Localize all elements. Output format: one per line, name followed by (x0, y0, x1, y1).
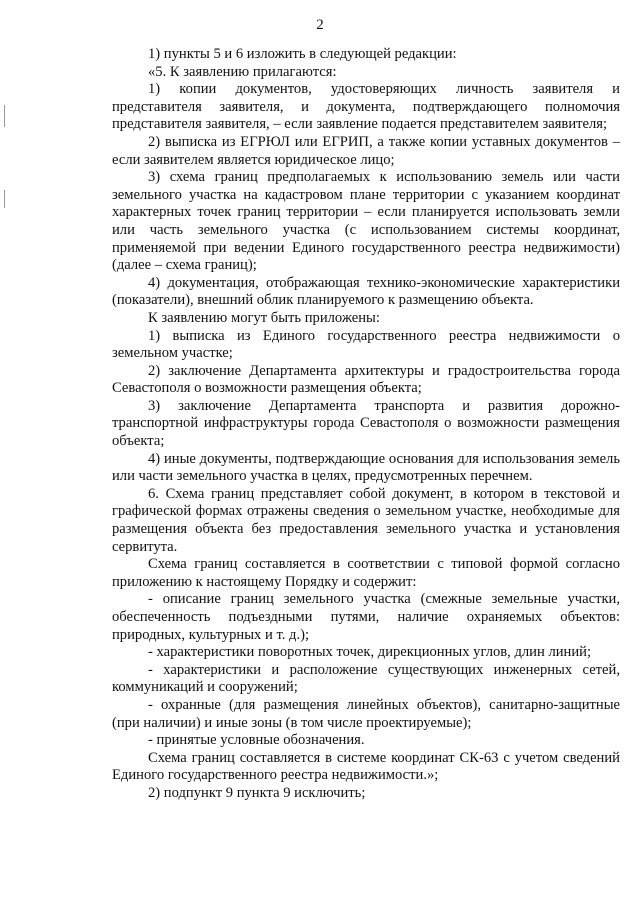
paragraph: 1) пункты 5 и 6 изложить в следующей редакции: (148, 46, 457, 62)
page-number: 2 (316, 17, 324, 33)
paragraph: 4) иные документы, подтверждающие основания для использования земель или части земельного участка в целях, предусмотренных перечнем. (112, 450, 620, 485)
paragraph: 6. Схема границ представляет собой документ, в котором в текстовой и графической формах отражены сведения о земельном участке, необходимые для размещения объекта без предоставления земельного участка и установления сервитута. (112, 485, 620, 555)
paragraph: Схема границ составляется в системе координат СК-63 с учетом сведений Единого государственного реестра недвижимости.»; (112, 749, 620, 784)
scan-margin-mark (4, 105, 5, 127)
paragraph: К заявлению могут быть приложены: (148, 309, 380, 326)
list-item: - описание границ земельного участка (смежные земельные участки, обеспеченность подъездными путями, наличие охраняемых объектов: природных, культурных и т. д.); (112, 591, 620, 643)
paragraph: Схема границ составляется в соответствии с типовой формой согласно приложению к настоящему Порядку и содержит: (112, 556, 620, 590)
document-body (112, 46, 620, 803)
paragraph: 1) копии документов, удостоверяющих личность заявителя и представителя заявителя, и документа, подтверждающего полномочия представителя заявителя, – если заявление подается представителем заявителя; (112, 81, 620, 133)
paragraph: «5. К заявлению прилагаются: (148, 63, 337, 80)
paragraph: 4) документация, отображающая технико-экономические характеристики (показатели), внешний облик планируемого к размещению объекта. (112, 274, 620, 309)
list-item: - характеристики поворотных точек, дирекционных углов, длин линий; (148, 644, 592, 661)
paragraph: 2) выписка из ЕГРЮЛ или ЕГРИП, а также копии уставных документов – если заявителем является юридическое лицо; (112, 133, 620, 168)
list-item: - характеристики и расположение существующих инженерных сетей, коммуникаций и сооружений; (112, 661, 620, 696)
paragraph: 2) заключение Департамента архитектуры и градостроительства города Севастополя о возможности размещения объекта; (112, 362, 620, 397)
scan-margin-mark (4, 190, 5, 208)
list-item: - принятые условные обозначения. (148, 732, 365, 749)
paragraph: 2) подпункт 9 пункта 9 исключить; (148, 784, 366, 801)
list-item: - охранные (для размещения линейных объектов), санитарно-защитные (при наличии) и иные зоны (в том числе проектируемые); (112, 696, 620, 731)
paragraph: 3) схема границ предполагаемых к использованию земель или части земельного участка на кадастровом плане территории с указанием координат характерных точек границ территории – если планируется использовать земли или часть земельного участка (с использованием системы координат, применяемой при ведении Единого государственного реестра недвижимости) (далее – схема границ); (112, 169, 620, 274)
paragraph: 1) выписка из Единого государственного реестра недвижимости о земельном участке; (112, 327, 620, 362)
paragraph: 3) заключение Департамента транспорта и развития дорожно-транспортной инфраструктуры города Севастополя о возможности размещения объекта; (112, 397, 620, 450)
